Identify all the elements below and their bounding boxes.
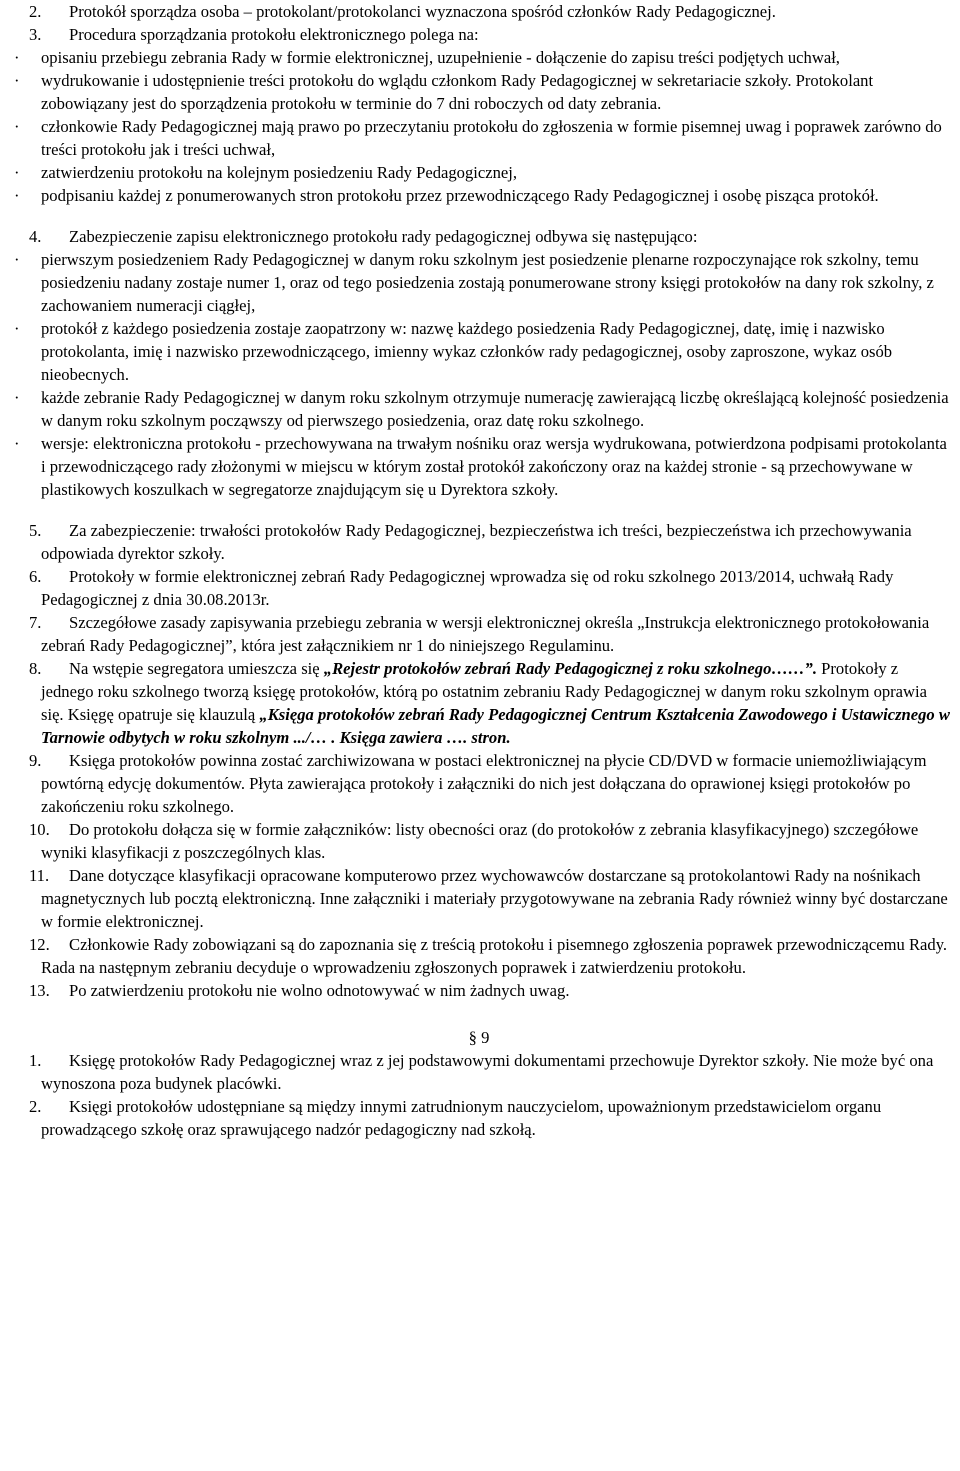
item-number: 6. <box>29 567 42 586</box>
bullet-text: pierwszym posiedzeniem Rady Pedagogicznej w danym roku szkolnym jest posiedzenie plenarne rozpoczynające rok szkolny, temu posiedzeniu nadany zostaje numer 1, oraz od tego posiedzenia zostają ponumerowane strony księgi protokołów na dany rok szkolny, z zachowaniem numeracji ciągłej, <box>41 250 934 315</box>
bullet-item <box>8 69 950 115</box>
section9-item-2 <box>8 1095 950 1141</box>
item-text: Członkowie Rady zobowiązani są do zapoznania się z treścią protokołu i pisemnego zgłoszenia poprawek przewodniczącemu Rady. Rada na następnym zebraniu decyduje o wprowadzeniu zgłoszonych poprawek i zatwierdzeniu protokołu. <box>41 935 948 977</box>
bullet-dot: · <box>14 434 20 453</box>
bullet-dot: · <box>14 388 20 407</box>
item-number: 12. <box>29 935 50 954</box>
bullet-item <box>8 432 950 501</box>
item-number: 5. <box>29 521 42 540</box>
item-number: 4. <box>29 227 42 246</box>
item-text-continued: Protokoły z jednego roku szkolnego tworzą księgę protokołów, którą po ostatnim zebraniu Rady Pedagogicznej w danym roku szkolnym oprawia się. Księgę opatruje się klauzulą <box>41 659 928 724</box>
bullet-text: opisaniu przebiegu zebrania Rady w formie elektronicznej, uzupełnienie - dołączenie do zapisu treści podjętych uchwał, <box>41 48 840 67</box>
item-number: 1. <box>29 1051 42 1070</box>
bullet-dot: · <box>14 250 20 269</box>
bullet-item <box>8 115 950 161</box>
item-text: Księga protokołów powinna zostać zarchiwizowana w postaci elektronicznej na płycie CD/DVD w formacie uniemożliwiającym powtórną edycję dokumentów. Płyta zawierająca protokoły i załączniki do nich jest dołączana do oprawionej księgi protokołów po zakończeniu roku szkolnego. <box>41 751 927 816</box>
list-item-6 <box>8 565 950 611</box>
item-text: Do protokołu dołącza się w formie załączników: listy obecności oraz (do protokołów z zebrania klasyfikacyjnego) szczegółowe wyniki klasyfikacji z poszczególnych klas. <box>41 820 919 862</box>
item-number: 2. <box>29 2 42 21</box>
register-title: „Rejestr protokołów zebrań Rady Pedagogicznej z roku szkolnego……”. <box>323 659 818 678</box>
item-text: Protokół sporządza osoba – protokolant/protokolanci wyznaczona spośród członków Rady Pedagogicznej. <box>69 2 776 21</box>
bullet-dot: · <box>14 186 20 205</box>
bullet-dot: · <box>14 117 20 136</box>
item-number: 9. <box>29 751 42 770</box>
bullet-dot: · <box>14 48 20 67</box>
bullet-text: protokół z każdego posiedzenia zostaje zaopatrzony w: nazwę każdego posiedzenia Rady Pedagogicznej, datę, imię i nazwisko protokolanta, imię i nazwisko przewodniczącego, imienny wykaz członków rady pedagogicznej, osoby zaproszone, wykaz osób nieobecnych. <box>41 319 893 384</box>
section-heading: § 9 <box>468 1028 490 1047</box>
list-item-8 <box>8 657 950 749</box>
item-number: 8. <box>29 659 42 678</box>
item-text: Zabezpieczenie zapisu elektronicznego protokołu rady pedagogicznej odbywa się następująco: <box>69 227 698 246</box>
bullet-text: członkowie Rady Pedagogicznej mają prawo po przeczytaniu protokołu do zgłoszenia w formie pisemnej uwag i poprawek zarówno do treści protokołu jak i treści uchwał, <box>41 117 942 159</box>
item-text: Na wstępie segregatora umieszcza się <box>69 659 324 678</box>
bullet-text: każde zebranie Rady Pedagogicznej w danym roku szkolnym otrzymuje numerację zawierającą liczbę określającą kolejność posiedzenia w danym roku szkolnym począwszy od pierwszego posiedzenia, oraz datę roku szkolnego. <box>41 388 949 430</box>
book-clause: „Księga protokołów zebrań Rady Pedagogicznej Centrum Kształcenia Zawodowego i Ustawicznego w Tarnowie odbytych w roku szkolnym .../… . Księga zawiera …. stron. <box>41 705 950 747</box>
list-item-11 <box>8 864 950 933</box>
bullet-item <box>8 161 950 184</box>
bullet-dot: · <box>14 163 20 182</box>
item-text: Księgę protokołów Rady Pedagogicznej wraz z jej podstawowymi dokumentami przechowuje Dyrektor szkoły. Nie może być ona wynoszona poza budynek placówki. <box>41 1051 934 1093</box>
bullet-text: wersje: elektroniczna protokołu - przechowywana na trwałym nośniku oraz wersja wydrukowana, potwierdzona podpisami protokolanta i przewodniczącego rady złożonymi w miejscu w którym został protokół zakończony oraz na każdej stronie - są przechowywane w plastikowych koszulkach w segregatorze znajdującym się u Dyrektora szkoły. <box>41 434 947 499</box>
spacer <box>8 501 950 519</box>
list-item-2 <box>8 0 950 23</box>
bullet-text: zatwierdzeniu protokołu na kolejnym posiedzeniu Rady Pedagogicznej, <box>41 163 518 182</box>
bullet-text: wydrukowanie i udostępnienie treści protokołu do wglądu członkom Rady Pedagogicznej w sekretariacie szkoły. Protokolant zobowiązany jest do sporządzenia protokołu w terminie do 7 dni roboczych od daty zebrania. <box>41 71 874 113</box>
bullet-item <box>8 46 950 69</box>
item-number: 10. <box>29 820 50 839</box>
bullet-item <box>8 386 950 432</box>
list-item-4 <box>8 225 950 248</box>
list-item-12 <box>8 933 950 979</box>
item-text: Szczegółowe zasady zapisywania przebiegu zebrania w wersji elektronicznej określa „Instrukcja elektronicznego protokołowania zebrań Rady Pedagogicznej”, która jest załącznikiem nr 1 do niniejszego Regulaminu. <box>41 613 930 655</box>
item-number: 2. <box>29 1097 42 1116</box>
item-text: Księgi protokołów udostępniane są między innymi zatrudnionym nauczycielom, upoważnionym przedstawicielom organu prowadzącego szkołę oraz sprawującego nadzór pedagogiczny nad szkołą. <box>41 1097 882 1139</box>
bullet-dot: · <box>14 319 20 338</box>
bullet-dot: · <box>14 71 20 90</box>
item-text: Protokoły w formie elektronicznej zebrań Rady Pedagogicznej wprowadza się od roku szkolnego 2013/2014, uchwałą Rady Pedagogicznej z dnia 30.08.2013r. <box>41 567 894 609</box>
bullet-item <box>8 317 950 386</box>
item-text: Procedura sporządzania protokołu elektronicznego polega na: <box>69 25 479 44</box>
item-number: 7. <box>29 613 42 632</box>
section9-item-1 <box>8 1049 950 1095</box>
item-text: Po zatwierdzeniu protokołu nie wolno odnotowywać w nim żadnych uwag. <box>69 981 570 1000</box>
bullet-text: podpisaniu każdej z ponumerowanych stron protokołu przez przewodniczącego Rady Pedagogicznej i osobę pisząca protokół. <box>41 186 879 205</box>
item-number: 11. <box>29 866 50 885</box>
item-number: 3. <box>29 25 42 44</box>
list-item-7 <box>8 611 950 657</box>
list-item-10 <box>8 818 950 864</box>
spacer <box>8 207 950 225</box>
bullet-item <box>8 184 950 207</box>
list-item-3 <box>8 23 950 46</box>
spacer <box>8 1002 950 1020</box>
list-item-5 <box>8 519 950 565</box>
item-text: Za zabezpieczenie: trwałości protokołów Rady Pedagogicznej, bezpieczeństwa ich treści, bezpieczeństwa ich przechowywania odpowiada dyrektor szkoły. <box>41 521 912 563</box>
list-item-13 <box>8 979 950 1002</box>
bullet-item <box>8 248 950 317</box>
list-item-9 <box>8 749 950 818</box>
item-number: 13. <box>29 981 50 1000</box>
item-text: Dane dotyczące klasyfikacji opracowane komputerowo przez wychowawców dostarczane są protokolantowi Rady na nośnikach magnetycznych lub pocztą elektroniczną. Inne załączniki i materiały przygotowywane na zebrania Rady również winny być dostarczane w formie elektronicznej. <box>41 866 948 931</box>
